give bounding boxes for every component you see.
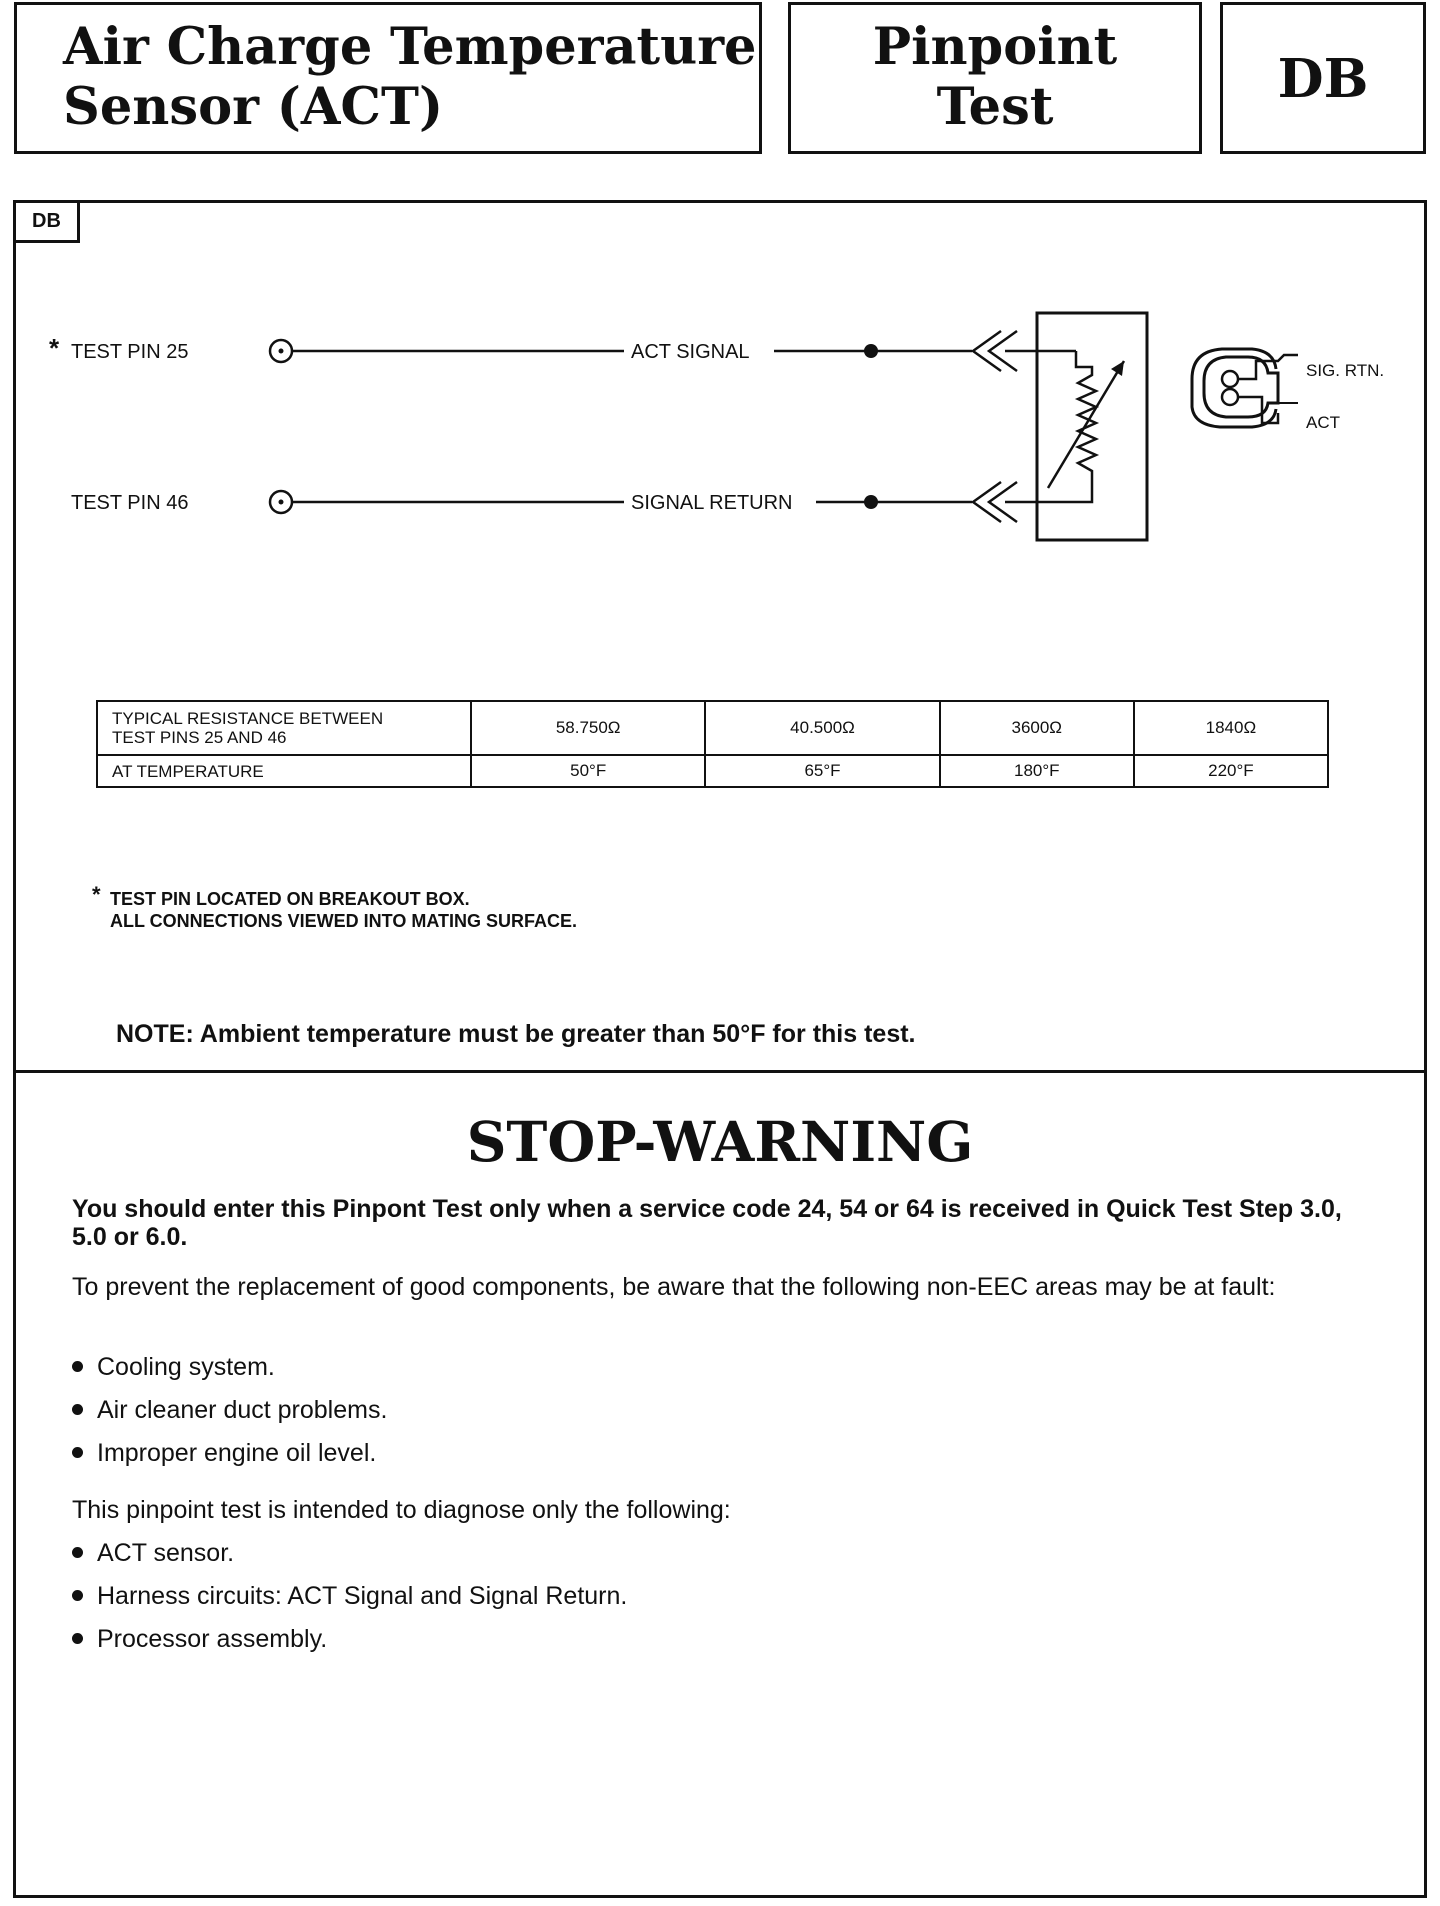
title-line-1: Air Charge Temperature — [63, 17, 757, 77]
list-item-text: Air cleaner duct problems. — [97, 1396, 388, 1424]
sig-rtn-label: SIG. RTN. — [1306, 361, 1385, 380]
list-item — [72, 1582, 627, 1610]
bullet-icon — [72, 1633, 83, 1644]
bullet-icon — [72, 1447, 83, 1458]
list-item-text: Improper engine oil level. — [97, 1439, 377, 1467]
act-sensor-box — [1037, 313, 1147, 540]
title-box — [14, 2, 762, 154]
footnote-line-2: ALL CONNECTIONS VIEWED INTO MATING SURFACE. — [110, 911, 578, 931]
resistance-cell: 40.500Ω — [705, 701, 939, 755]
act-signal-label: ACT SIGNAL — [631, 341, 750, 363]
temperature-cell: 50°F — [471, 755, 705, 787]
temperature-cell: 180°F — [940, 755, 1134, 787]
list-item-text: Cooling system. — [97, 1353, 275, 1381]
bullet-icon — [72, 1590, 83, 1601]
list-item-text: Harness circuits: ACT Signal and Signal Return. — [97, 1582, 628, 1610]
bullet-icon — [72, 1547, 83, 1558]
stop-warning-panel — [13, 1070, 1427, 1898]
pinpoint-test-box — [788, 2, 1202, 154]
resistance-cell: 58.750Ω — [471, 701, 705, 755]
asterisk-mark: * — [49, 333, 60, 363]
resistance-cell: 1840Ω — [1134, 701, 1328, 755]
temperature-row — [97, 755, 1328, 787]
bullet-icon — [72, 1404, 83, 1415]
list-item — [72, 1396, 387, 1424]
act-label: ACT — [1306, 413, 1340, 432]
temperature-cell: 220°F — [1134, 755, 1328, 787]
warning-intro: You should enter this Pinpont Test only when a service code 24, 54 or 64 is received in Quick Test Step 3.0, 5.0 or 6.0. — [72, 1195, 1342, 1251]
list-item-text: ACT sensor. — [97, 1539, 235, 1567]
temperature-cell: 65°F — [705, 755, 939, 787]
bullet-icon — [72, 1361, 83, 1372]
resistance-row-label-line-2: TEST PINS 25 AND 46 — [112, 728, 287, 747]
stop-warning-heading: STOP-WARNING — [466, 1109, 974, 1174]
resistance-table — [96, 700, 1329, 788]
diagnose-intro: This pinpoint test is intended to diagnose only the following: — [72, 1496, 731, 1524]
list-item — [72, 1625, 327, 1653]
test-code-box — [1220, 2, 1426, 154]
list-item — [72, 1539, 234, 1567]
temperature-row-label: AT TEMPERATURE — [97, 755, 471, 787]
footnote-line-1: TEST PIN LOCATED ON BREAKOUT BOX. — [110, 889, 470, 909]
resistance-cell: 3600Ω — [940, 701, 1134, 755]
pin-46-terminal-dot — [279, 500, 284, 505]
pin-25-label: TEST PIN 25 — [71, 341, 189, 363]
act-cavity-icon — [1222, 389, 1238, 405]
panel-tag: DB — [16, 203, 80, 243]
footnote-asterisk: * — [92, 882, 101, 907]
diagram-panel — [13, 200, 1427, 1073]
wiring-diagram — [16, 203, 1424, 673]
list-item — [72, 1439, 376, 1467]
title-line-2: Sensor (ACT) — [63, 77, 444, 137]
list-item — [72, 1353, 275, 1381]
pinpoint-line-1: Pinpoint — [872, 17, 1118, 77]
test-code: DB — [1277, 48, 1369, 110]
pinpoint-line-2: Test — [936, 77, 1054, 137]
sig-rtn-cavity-icon — [1222, 371, 1238, 387]
resistance-row — [97, 701, 1328, 755]
resistance-row-label — [97, 701, 471, 755]
pin-25-terminal-dot — [279, 349, 284, 354]
pinpoint-label — [791, 17, 1199, 137]
act-signal-splice-dot — [864, 344, 878, 358]
footnote — [92, 882, 578, 932]
resistance-row-label-line-1: TYPICAL RESISTANCE BETWEEN — [112, 709, 384, 728]
non-eec-intro: To prevent the replacement of good components, be aware that the following non-EEC areas may be at fault: — [72, 1273, 1276, 1301]
list-item-text: Processor assembly. — [97, 1625, 328, 1653]
pin-46-label: TEST PIN 46 — [71, 492, 189, 514]
ambient-temperature-note: NOTE: Ambient temperature must be greater than 50°F for this test. — [116, 1020, 916, 1048]
signal-return-splice-dot — [864, 495, 878, 509]
connector-face-icon — [1204, 357, 1278, 417]
signal-return-label: SIGNAL RETURN — [631, 492, 793, 514]
document-title — [63, 17, 757, 137]
